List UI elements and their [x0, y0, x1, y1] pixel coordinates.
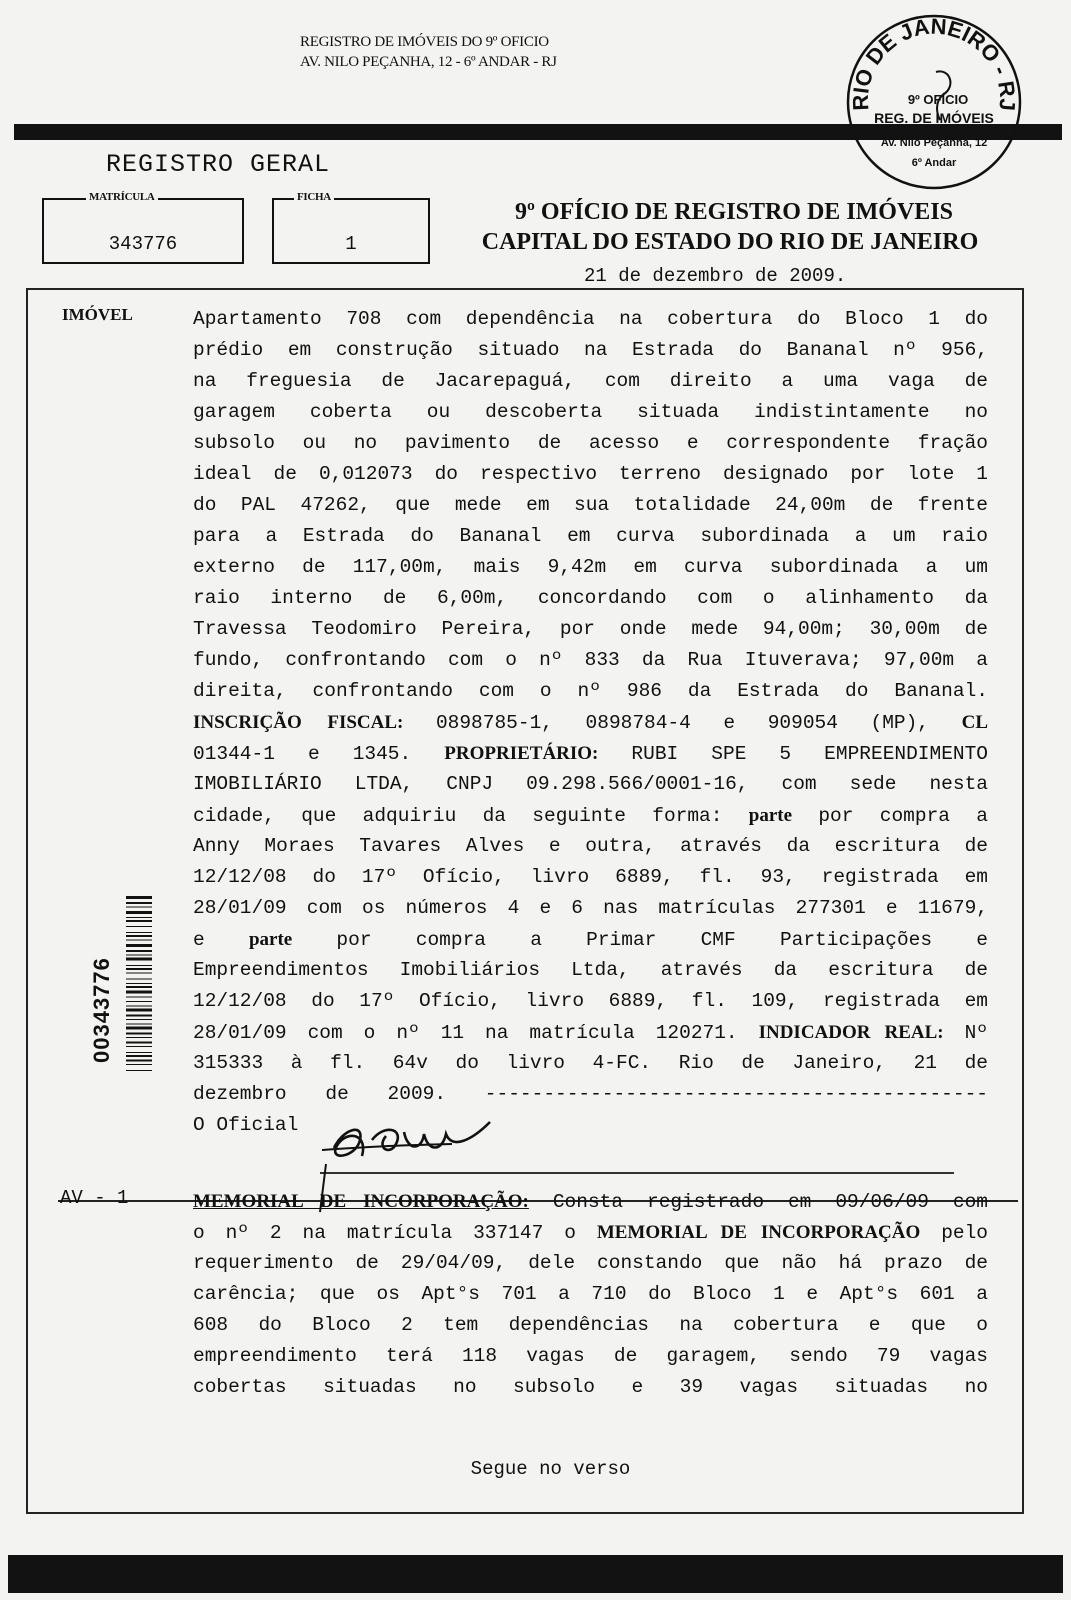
barcode-number: 00343776 [89, 957, 114, 1063]
continue-on-back: Segue no verso [470, 1458, 631, 1480]
bottom-black-bar [8, 1555, 1063, 1593]
text-line [193, 738, 988, 769]
text-line: direita, confrontando com o nº 986 da Estrada do Bananal. [193, 680, 988, 702]
text-line [193, 1186, 988, 1217]
ficha-label: FICHA [294, 191, 334, 203]
inscricao-fiscal-values: 0898785-1, 0898784-4 e 909054 (MP), [403, 712, 962, 734]
text-line: para a Estrada do Bananal em curva subordinada a um raio [193, 525, 988, 547]
registry-seal-stamp [840, 8, 1028, 196]
imovel-label: IMÓVEL [62, 305, 133, 324]
acquisition-cont: por compra a [792, 805, 988, 827]
inscricao-fiscal-label: INSCRIÇÃO FISCAL: [193, 712, 404, 733]
text-line: ideal de 0,012073 do respectivo terreno designado por lote 1 [193, 463, 988, 485]
svg-text:6º Andar: 6º Andar [911, 157, 957, 169]
proprietario-name: RUBI SPE 5 EMPREENDIMENTO [598, 743, 988, 765]
text-line [193, 1017, 988, 1048]
memorial-label: MEMORIAL DE INCORPORAÇÃO [596, 1222, 921, 1243]
cl-label: CL [961, 712, 988, 733]
svg-text:REG. DE IMÓVEIS: REG. DE IMÓVEIS [874, 110, 994, 126]
ficha-value: 1 [345, 233, 357, 255]
registry-address [300, 32, 660, 72]
svg-text:Av. Nilo Peçanha, 12: Av. Nilo Peçanha, 12 [880, 137, 988, 149]
text-line: requerimento de 29/04/09, dele constando que não há prazo de [193, 1252, 988, 1274]
memorial-title: MEMORIAL DE INCORPORAÇÃO: [193, 1191, 529, 1212]
office-title-line-1: 9º OFÍCIO DE REGISTRO DE IMÓVEIS [515, 199, 953, 225]
svg-text:RIO DE JANEIRO - RJ: RIO DE JANEIRO - RJ [847, 13, 1021, 112]
text-line: na freguesia de Jacarepaguá, com direito a uma vaga de [193, 370, 988, 392]
registration-ref: 28/01/09 com o nº 11 na matrícula 120271. [193, 1022, 759, 1044]
text-line: 12/12/08 do 17º Ofício, livro 6889, fl. 93, registrada em [193, 866, 988, 888]
text-line: Empreendimentos Imobiliários Ltda, através da escritura de [193, 959, 988, 981]
acquisition-intro: cidade, que adquiriu da seguinte forma: [193, 805, 749, 827]
text-line: cobertas situadas no subsolo e 39 vagas situadas no [193, 1376, 988, 1398]
av1-text [193, 1186, 988, 1403]
text-line: 608 do Bloco 2 tem dependências na cobertura e que o [193, 1314, 988, 1336]
proprietario-label: PROPRIETÁRIO: [444, 743, 599, 764]
registration-date: 21 de dezembro de 2009. [584, 265, 847, 287]
text-line: prédio em construção situado na Estrada do Bananal nº 956, [193, 339, 988, 361]
text-line: subsolo ou no pavimento de acesso e correspondente fração [193, 432, 988, 454]
text-line: garagem coberta ou descoberta situada indistintamente no [193, 401, 988, 423]
text-line: externo de 117,00m, mais 9,42m em curva subordinada a um [193, 556, 988, 578]
cl-values: 01344-1 e 1345. [193, 743, 445, 765]
address-line-2: AV. NILO PEÇANHA, 12 - 6º ANDAR - RJ [300, 54, 557, 70]
memorial-pelo: pelo [920, 1222, 988, 1244]
memorial-registered: Consta registrado em 09/06/09 com [528, 1191, 988, 1213]
text-line: Anny Moraes Tavares Alves e outra, através da escritura de [193, 835, 988, 857]
text-line: raio interno de 6,00m, concordando com o alinhamento da [193, 587, 988, 609]
indicador-real-label: INDICADOR REAL: [758, 1022, 944, 1043]
text-line: Travessa Teodomiro Pereira, por onde mede 94,00m; 30,00m de [193, 618, 988, 640]
parte-label: parte [248, 929, 293, 950]
oficial-label: O Oficial [193, 1114, 299, 1136]
text-line: carência; que os Apt°s 701 a 710 do Bloco 1 e Apt°s 601 a [193, 1283, 988, 1305]
office-title-line-2: CAPITAL DO ESTADO DO RIO DE JANEIRO [481, 229, 979, 255]
indicador-real-no: Nº [943, 1022, 988, 1044]
text-line: 28/01/09 com os números 4 e 6 nas matrículas 277301 e 11679, [193, 897, 988, 919]
office-title [460, 197, 1000, 257]
text-line: IMOBILIÁRIO LTDA, CNPJ 09.298.566/0001-16, com sede nesta [193, 773, 988, 795]
parte-label: parte [748, 805, 793, 826]
imovel-text [193, 304, 988, 1141]
text-line: dezembro de 2009. ------------------------------------------- [193, 1083, 988, 1105]
text-line: 315333 à fl. 64v do livro 4-FC. Rio de Janeiro, 21 de [193, 1052, 988, 1074]
svg-text:9º OFÍCIO: 9º OFÍCIO [907, 92, 969, 107]
acquisition-e: e [193, 929, 249, 951]
text-line: Apartamento 708 com dependência na cobertura do Bloco 1 do [193, 308, 988, 330]
address-line-1: REGISTRO DE IMÓVEIS DO 9º OFICIO [300, 34, 549, 50]
matricula-box [42, 191, 244, 264]
matricula-label: MATRÍCULA [86, 191, 158, 203]
registro-geral-heading: REGISTRO GERAL [106, 150, 331, 179]
text-line: 12/12/08 do 17º Ofício, livro 6889, fl. 109, registrada em [193, 990, 988, 1012]
text-line: do PAL 47262, que mede em sua totalidade 24,00m de frente [193, 494, 988, 516]
memorial-ref: o nº 2 na matrícula 337147 o [193, 1222, 597, 1244]
text-line: fundo, confrontando com o nº 833 da Rua Ituverava; 97,00m a [193, 649, 988, 671]
text-line: empreendimento terá 118 vagas de garagem, sendo 79 vagas [193, 1345, 988, 1367]
text-line [193, 1217, 988, 1248]
text-line [193, 924, 988, 955]
ficha-box [272, 191, 430, 264]
av1-label: AV - 1 [60, 1187, 129, 1209]
acquisition-cont: por compra a Primar CMF Participações e [292, 929, 988, 951]
text-line [193, 707, 988, 738]
matricula-value: 343776 [108, 233, 178, 255]
text-line [193, 800, 988, 831]
